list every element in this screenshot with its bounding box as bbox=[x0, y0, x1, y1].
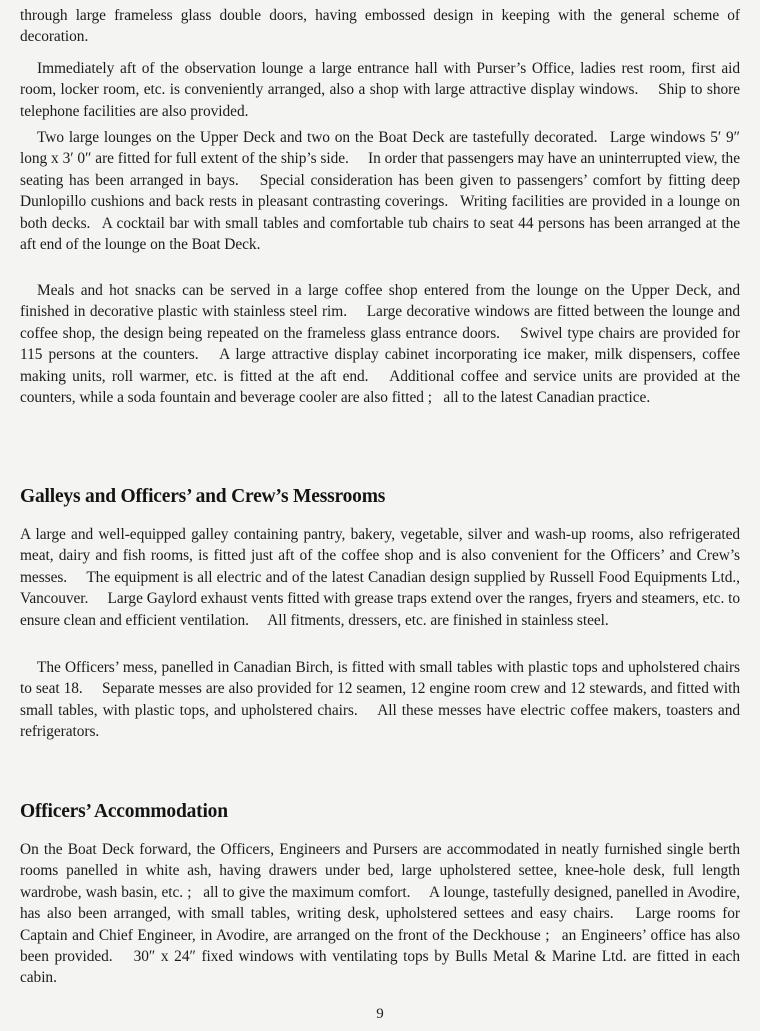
page-number: 9 bbox=[376, 1006, 384, 1022]
body-paragraph: A large and well-equipped galley containing pantry, bakery, vegetable, silver and wash-up rooms, also refrigerated meat, dairy and fish rooms, is fitted just aft of the coffee shop and is also convenient for the Officers’ and Crew’s messes. The equipment is all electric and of the latest Canadian design supplied by Russell Food Equipments Ltd., Vancouver. Large Gaylord exhaust vents fitted with grease traps extend over the ranges, fryers and steamers, etc. to ensure clean and efficient ventilation. All fitments, dressers, etc. are finished in stainless steel. bbox=[20, 526, 740, 629]
body-paragraph: through large frameless glass double doors, having embossed design in keeping with the general scheme of decoration. bbox=[20, 7, 740, 46]
body-paragraph: The Officers’ mess, panelled in Canadian Birch, is fitted with small tables with plastic tops and upholstered chairs to seat 18. Separate messes are also provided for 12 seamen, 12 engine room crew and 12 stewards, and fitted with small tables, with plastic tops, and upholstered chairs. All these messes have electric coffee makers, toasters and refrigerators. bbox=[20, 659, 740, 741]
body-paragraph: On the Boat Deck forward, the Officers, Engineers and Pursers are accommodated in neatly furnished single berth rooms panelled in white ash, having drawers under bed, large upholstered settee, knee-hole desk, full length wardrobe, wash basin, etc. ; all to give the maximum comfort. A lounge, tastefully designed, panelled in Avodire, has also been arranged, with small tables, writing desk, upholstered settees and easy chairs. Large rooms for Captain and Chief Engineer, in Avodire, are arranged on the front of the Deckhouse ; an Engineers’ office has also been provided. 30″ x 24″ fixed windows with ventilating tops by Bulls Metal & Marine Ltd. are fitted in each cabin. bbox=[20, 841, 740, 987]
body-paragraph: Meals and hot snacks can be served in a large coffee shop entered from the lounge on the Upper Deck, and finished in decorative plastic with stainless steel rim. Large decorative windows are fitted between the lounge and coffee shop, the design being repeated on the frameless glass entrance doors. Swivel type chairs are provided for 115 persons at the counters. A large attractive display cabinet incorporating ice maker, milk dispensers, coffee making units, roll warmer, etc. is fitted at the aft end. Additional coffee and service units are provided at the counters, while a soda fountain and beverage cooler are also fitted ; all to the latest Canadian practice. bbox=[20, 282, 740, 407]
section-heading-galleys: Galleys and Officers’ and Crew’s Messrooms bbox=[20, 486, 386, 507]
section-heading-officers-accommodation: Officers’ Accommodation bbox=[20, 801, 228, 822]
body-paragraph: Immediately aft of the observation lounge a large entrance hall with Purser’s Office, ladies rest room, first aid room, locker room, etc. is conveniently arranged, also a shop with large attractive display windows. Ship to shore telephone facilities are also provided. bbox=[20, 60, 740, 120]
body-paragraph: Two large lounges on the Upper Deck and two on the Boat Deck are tastefully decorated. Large windows 5′ 9″ long x 3′ 0″ are fitted for full extent of the ship’s side. In order that passengers may have an uninterrupted view, the seating has been arranged in bays. Special consideration has been given to passengers’ comfort by fitting deep Dunlopillo cushions and back rests in pleasant contrasting coverings. Writing facilities are provided in a lounge on both decks. A cocktail bar with small tables and comfortable tub chairs to seat 44 persons has been arranged at the aft end of the lounge on the Boat Deck. bbox=[20, 129, 740, 254]
